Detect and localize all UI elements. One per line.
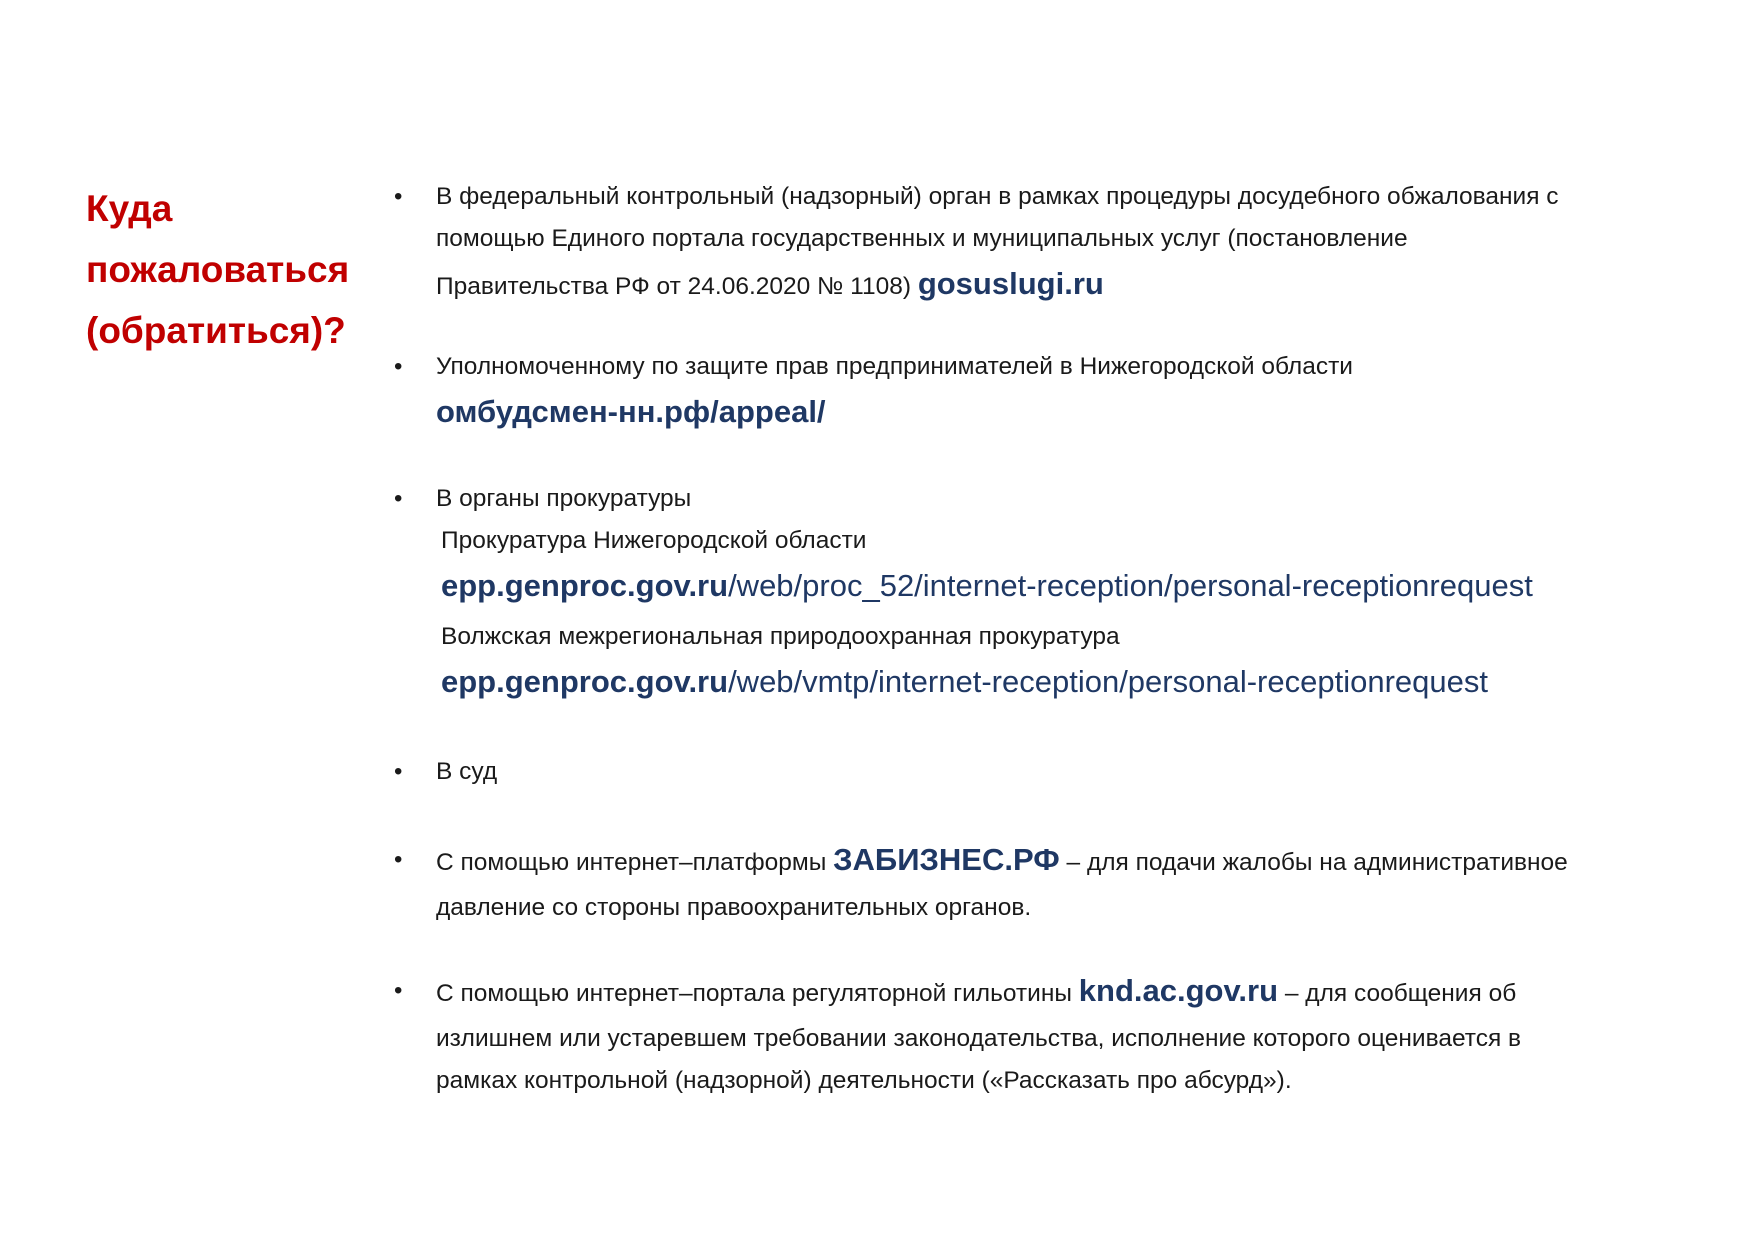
item-text: Уполномоченному по защите прав предпринимателей в Нижегородской области <box>436 353 1353 380</box>
item-text: излишнем или устаревшем требовании законодательства, исполнение которого оценивается в <box>436 1025 1522 1052</box>
list-item-court <box>394 751 1726 793</box>
ombudsman-link[interactable]: омбудсмен-нн.рф/appeal/ <box>436 394 826 429</box>
item-text: рамках контрольной (надзорной) деятельности («Рассказать про абсурд»). <box>436 1067 1292 1094</box>
item-text: В органы прокуратуры <box>436 485 692 512</box>
item-text <box>436 836 1726 887</box>
item-text <box>436 967 1726 1018</box>
bullet-icon: • <box>394 353 403 380</box>
item-text: В суд <box>436 758 498 785</box>
list-item-federal-body <box>394 176 1726 311</box>
zabiznes-link[interactable]: ЗАБИЗНЕС.РФ <box>833 842 1060 877</box>
volga-prosecutor-link-host[interactable]: epp.genproc.gov.ru <box>441 664 729 699</box>
item-text-part: – для подачи жалобы на административное <box>1066 849 1568 876</box>
list-item-zabiznes <box>394 836 1726 929</box>
item-text: помощью Единого портала государственных и муниципальных услуг (постановление <box>436 225 1408 252</box>
item-text <box>436 260 1726 311</box>
list-item-knd <box>394 967 1726 1102</box>
item-link-line <box>436 562 1726 616</box>
bullet-icon: • <box>394 977 403 1004</box>
region-prosecutor-link-host[interactable]: epp.genproc.gov.ru <box>441 568 729 603</box>
page-title-line: пожаловаться <box>86 249 350 290</box>
item-text: давление со стороны правоохранительных органов. <box>436 894 1032 921</box>
item-subheading: Прокуратура Нижегородской области <box>441 527 867 554</box>
knd-link[interactable]: knd.ac.gov.ru <box>1078 973 1279 1008</box>
bullet-icon: • <box>394 183 403 210</box>
region-prosecutor-link-path[interactable]: /web/proc_52/internet-reception/personal-receptionrequest <box>728 568 1533 603</box>
item-subheading: Волжская межрегиональная природоохранная прокуратура <box>441 623 1120 650</box>
list-item-prosecutor <box>394 478 1726 712</box>
bullet-icon: • <box>394 485 403 512</box>
list-item-ombudsman <box>394 346 1726 442</box>
gosuslugi-link[interactable]: gosuslugi.ru <box>917 266 1104 301</box>
bullet-icon: • <box>394 758 403 785</box>
item-text-part: С помощью интернет–платформы <box>436 849 827 876</box>
page-title-line: Куда <box>86 188 173 229</box>
volga-prosecutor-link-path[interactable]: /web/vmtp/internet-reception/personal-receptionrequest <box>728 664 1488 699</box>
page-title <box>86 178 386 361</box>
bullet-icon: • <box>394 846 403 873</box>
item-text-part: – для сообщения об <box>1284 980 1517 1007</box>
page-title-line: (обратиться)? <box>86 310 346 351</box>
item-link-line <box>436 388 1726 442</box>
item-text-part: С помощью интернет–портала регуляторной гильотины <box>436 980 1072 1007</box>
item-link-line <box>436 658 1726 712</box>
item-text-part: Правительства РФ от 24.06.2020 № 1108) <box>436 273 911 300</box>
item-text: В федеральный контрольный (надзорный) орган в рамках процедуры досудебного обжалования с <box>436 183 1559 210</box>
